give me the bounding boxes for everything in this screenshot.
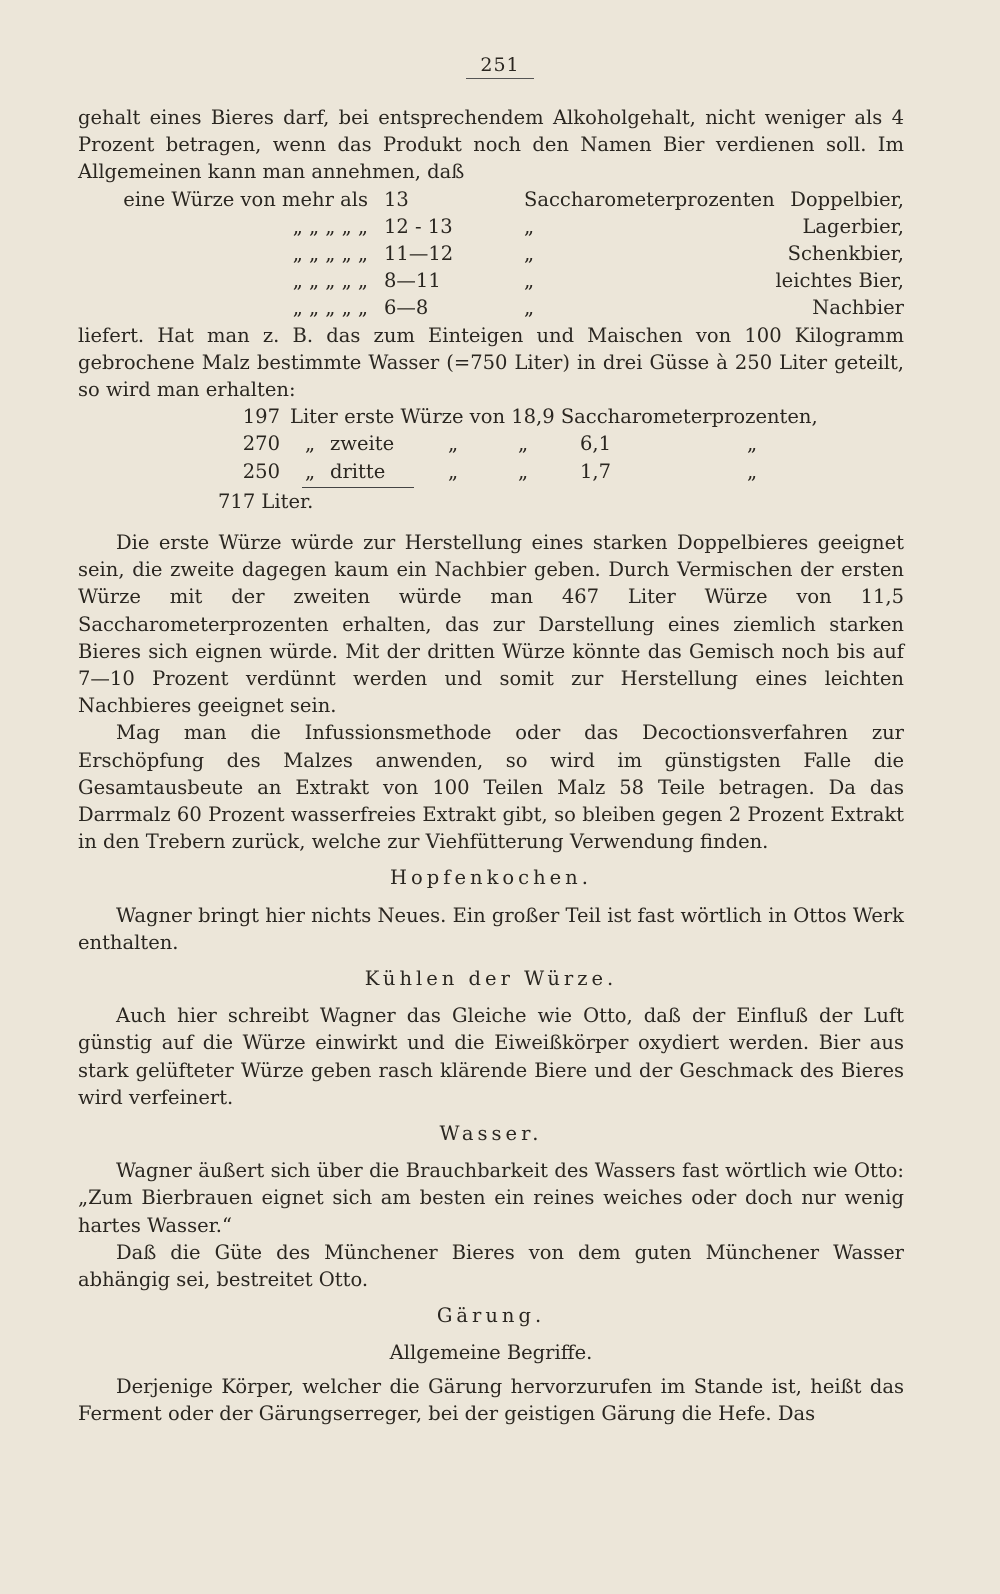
section-heading: Hopfenkochen.	[390, 866, 592, 890]
page-body	[78, 104, 904, 1427]
paragraph: Derjenige Körper, welcher die Gärung hervorzurufen im Stande ist, heißt das Ferment oder der Gärungserreger, bei der geistigen Gärung die Hefe. Das	[78, 1374, 904, 1425]
paragraph: Wagner bringt hier nichts Neues. Ein großer Teil ist fast wörtlich in Ottos Werk enthalten.	[78, 903, 904, 954]
table-row: „ „ „ „ „ 12 - 13 „ Lagerbier,	[292, 214, 904, 238]
yield-list	[198, 403, 904, 515]
paragraph: liefert. Hat man z. B. das zum Einteigen und Maischen von 100 Kilogramm gebrochene Malz bestimmte Wasser (=750 Liter) in drei Güsse à 250 Liter geteilt, so wird man erhalten:	[78, 323, 904, 401]
list-item: 270 „ zweite „ „ 6,1 „	[242, 432, 758, 456]
paragraph: Daß die Güte des Münchener Bieres von dem guten Münchener Wasser abhängig sei, bestreitet Otto.	[78, 1240, 904, 1291]
section-heading: Gärung.	[436, 1304, 546, 1328]
table-row: „ „ „ „ „ 11—12 „ Schenkbier,	[292, 241, 904, 265]
spacer	[78, 515, 904, 529]
paragraph: Auch hier schreibt Wagner das Gleiche wie Otto, daß der Einfluß der Luft günstig auf die Würze einwirkt und die Eiweißkörper oxydiert werden. Bier aus stark gelüfteter Würze geben rasch klärende Biere und der Geschmack des Bieres wird verfeinert.	[78, 1004, 904, 1109]
paragraph: Mag man die Infussionsmethode oder das Decoctionsverfahren zur Erschöpfung des Malzes anwenden, so wird im günstigsten Falle die Gesamtausbeute an Extrakt von 100 Teilen Malz 58 Teile betragen. Da das Darrmalz 60 Prozent wasserfreies Extrakt gibt, so bleiben gegen 2 Prozent Extrakt in den Trebern zurück, welche zur Viehfütterung Verwendung finden.	[78, 721, 904, 854]
page-number: 251	[0, 54, 1000, 76]
paragraph: Die erste Würze würde zur Herstellung eines starken Doppelbieres geeignet sein, die zweite dagegen kaum ein Nachbier geben. Durch Vermischen der ersten Würze mit der zweiten würde man 467 Liter Würze von 11,5 Saccharometerprozenten erhalten, das zur Darstellung eines ziemlich starken Bieres sich eignen würde. Mit der dritten Würze könnte das Gemisch noch bis auf 7—10 Prozent verdünnt werden und somit zur Herstellung eines leichten Nachbieres geeignet sein.	[78, 530, 904, 718]
list-item: 250 „ dritte „ „ 1,7 „	[242, 459, 758, 483]
table-row: „ „ „ „ „ 6—8 „ Nachbier	[292, 296, 904, 320]
yield-total: 717 Liter.	[218, 489, 314, 513]
list-item: 197 Liter erste Würze von 18,9 Saccharometerprozenten,	[242, 405, 818, 429]
section-subheading: Allgemeine Begriffe.	[389, 1341, 593, 1365]
wort-strength-table	[78, 186, 904, 322]
section-heading: Wasser.	[439, 1121, 543, 1145]
section-heading: Kühlen der Würze.	[364, 966, 618, 990]
table-row: „ „ „ „ „ 8—11 „ leichtes Bier,	[292, 269, 904, 293]
paragraph: Wagner äußert sich über die Brauchbarkeit des Wassers fast wörtlich wie Otto: „Zum Bierbrauen eignet sich am besten ein reines weiches oder doch nur wenig hartes Wasser.“	[78, 1159, 904, 1237]
table-row: eine Würze von mehr als 13 Saccharometerprozenten Doppelbier,	[123, 187, 904, 211]
paragraph: gehalt eines Bieres darf, bei entsprechendem Alkoholgehalt, nicht weniger als 4 Prozent betragen, wenn das Produkt noch den Namen Bier verdienen soll. Im Allgemeinen kann man annehmen, daß	[78, 106, 904, 184]
